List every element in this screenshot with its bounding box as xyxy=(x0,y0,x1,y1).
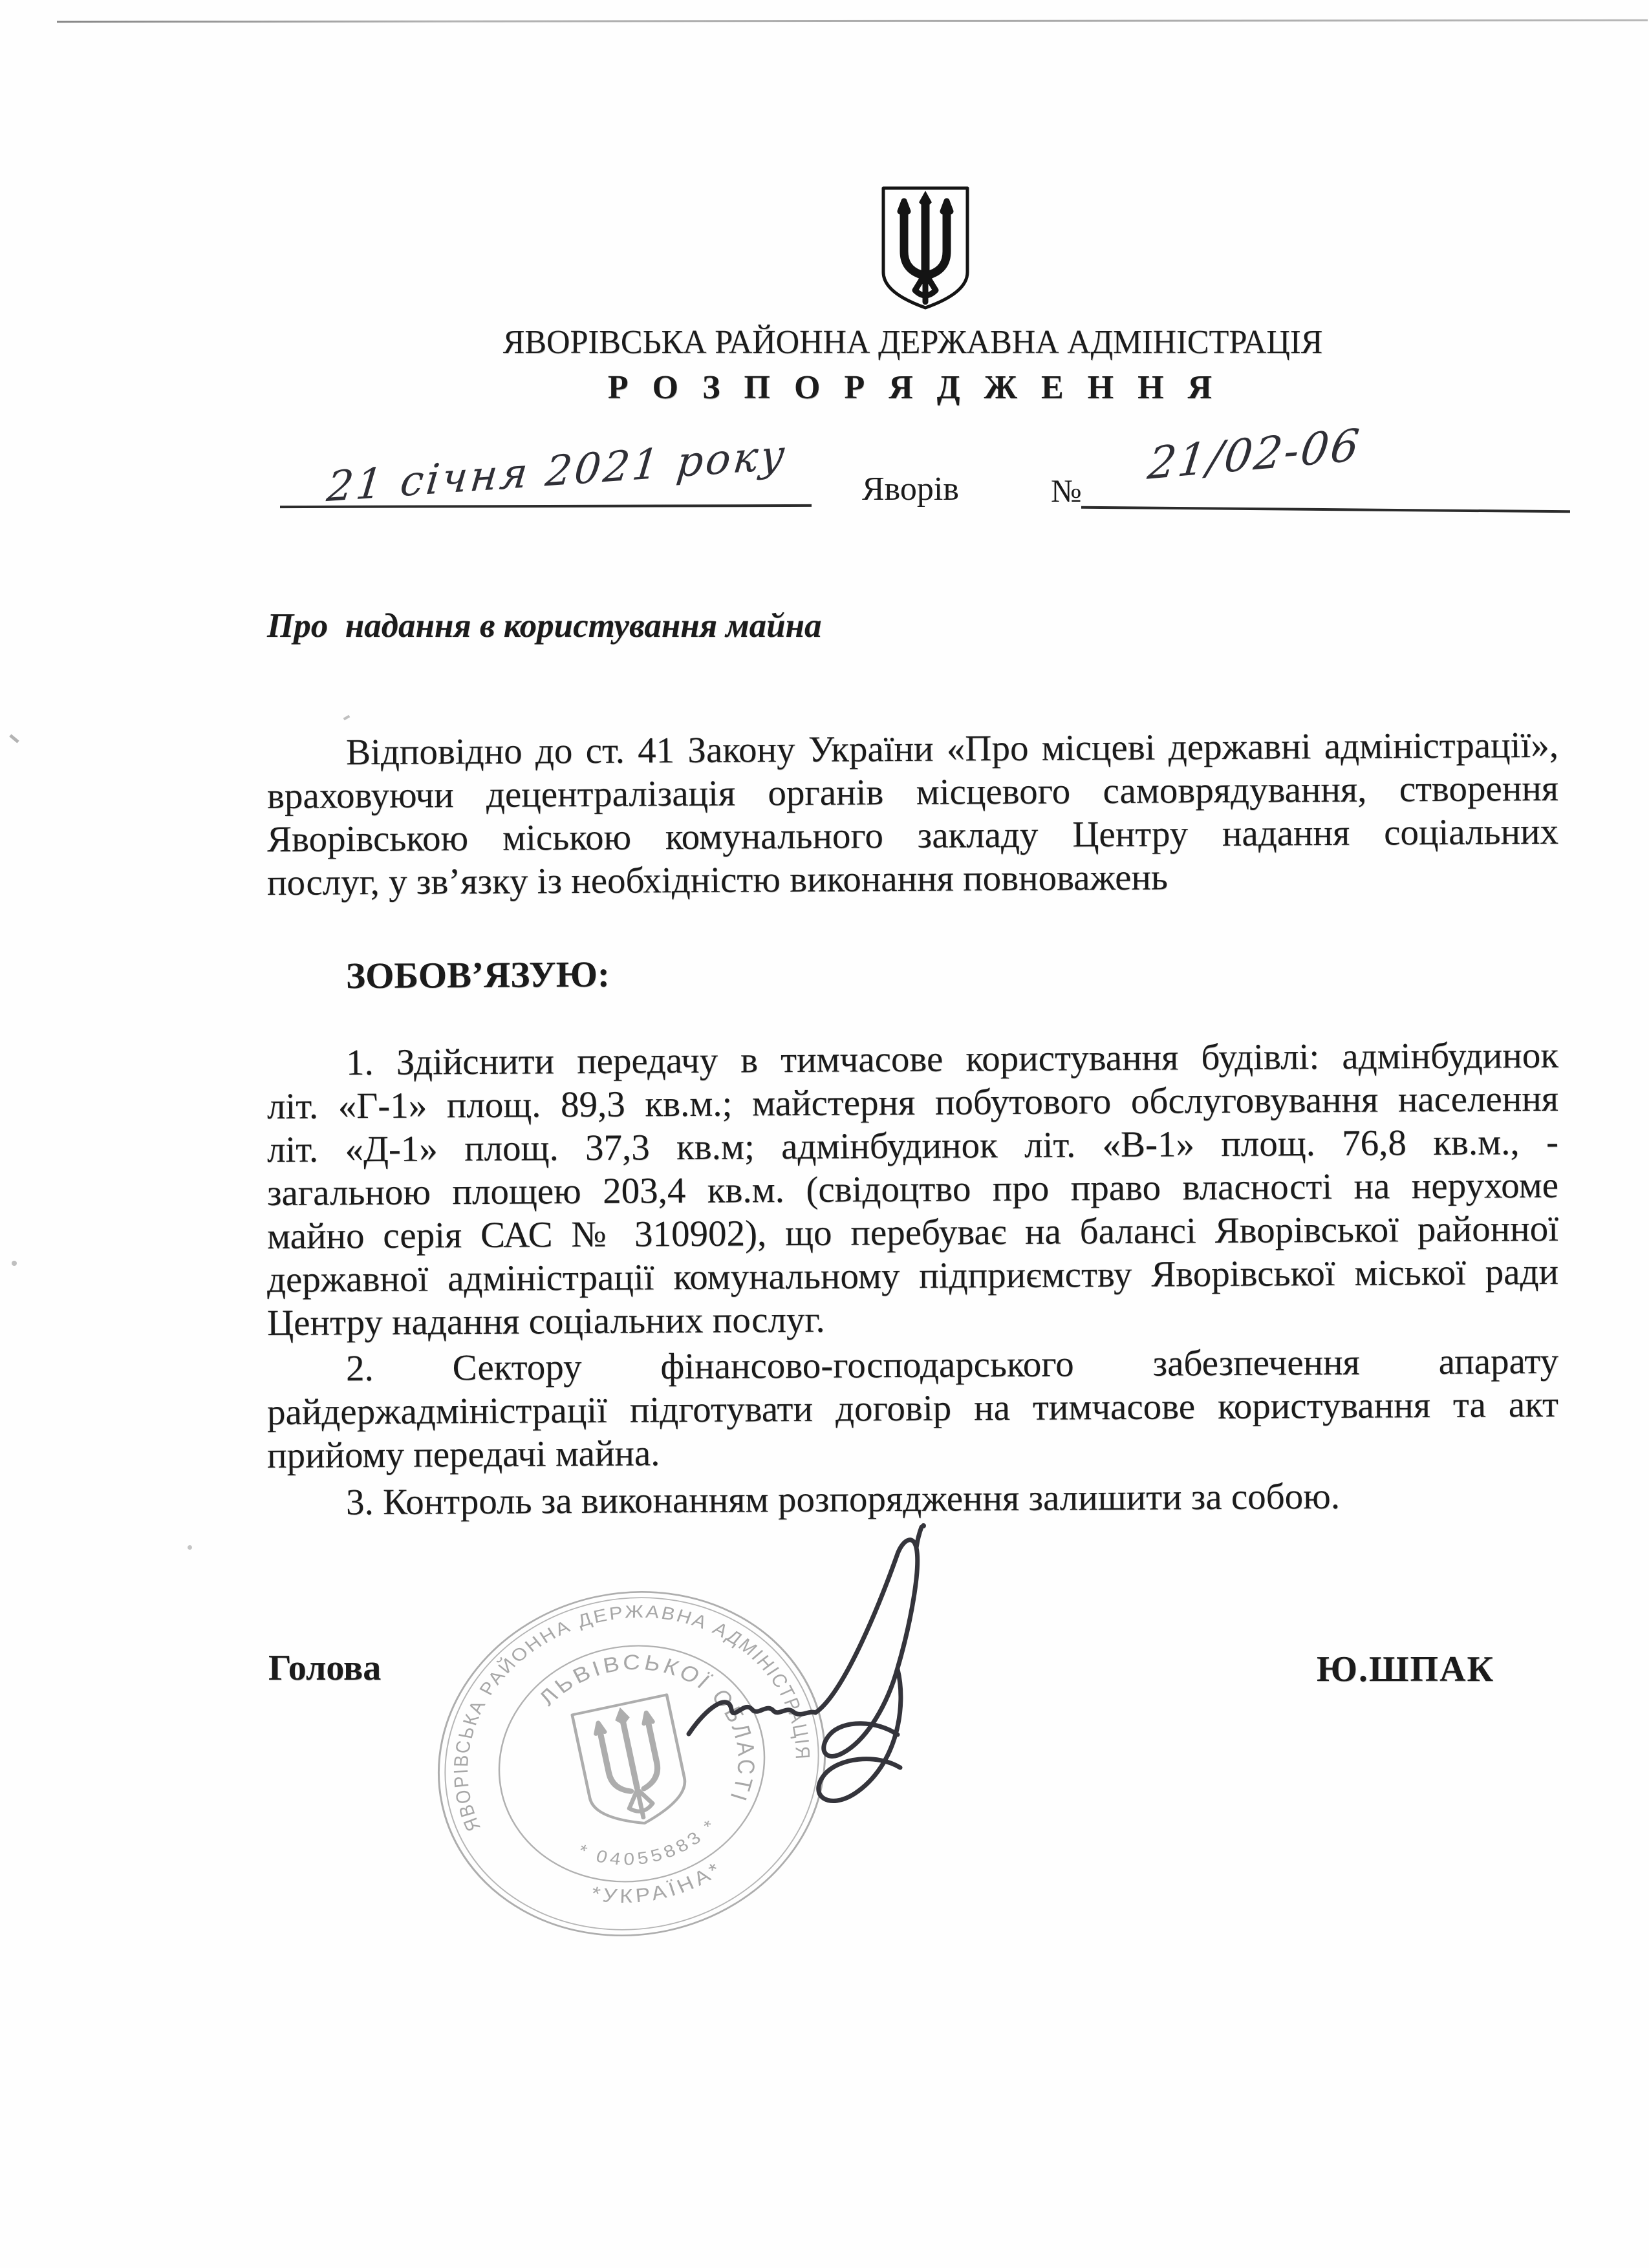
item3-line: 3. Контроль за виконанням розпорядження залишити за собою. xyxy=(345,1475,1341,1523)
intro-line: враховуючи децентралізація органів місцевого самоврядування, створення xyxy=(266,767,1559,817)
subject-line: Про надання в користування майна xyxy=(267,607,822,645)
item1-line: літ. «Д-1» площ. 37,3 кв.м; адмінбудинок літ. «В-1» площ. 76,8 кв.м., - xyxy=(266,1121,1559,1170)
item1-line: майно серія САС № 310902), що перебуває на балансі Яворівської районної xyxy=(266,1208,1559,1257)
item1-line: державної адміністрації комунальному підприємству Яворівської міської ради xyxy=(266,1251,1559,1300)
stamp-country-text: *УКРАЇНА* xyxy=(588,1856,728,1907)
item2-line: 2. Сектору фінансово-господарського забезпечення апарату xyxy=(345,1340,1559,1389)
item1-line: 1. Здійснити передачу в тимчасове користування будівлі: адмінбудинок xyxy=(345,1034,1559,1084)
pen-dot xyxy=(921,1523,926,1528)
scan-speck xyxy=(12,1261,17,1266)
signature-autograph xyxy=(669,1519,1006,1823)
stamp-outer-text: ЯВОРІВСЬКА РАЙОННА ДЕРЖАВНА АДМІНІСТРАЦІЯ xyxy=(450,1602,814,1834)
scan-speck xyxy=(188,1545,192,1550)
item1-line: Центру надання соціальних послуг. xyxy=(266,1299,825,1343)
scan-speck xyxy=(343,715,350,720)
number-sign: № xyxy=(1051,473,1082,509)
item1-line: літ. «Г-1» площ. 89,3 кв.м.; майстерня побутового обслуговування населення xyxy=(266,1078,1559,1127)
number-underline xyxy=(1081,506,1570,513)
resolve-heading: ЗОБОВ’ЯЗУЮ: xyxy=(345,954,610,997)
scan-artifact-line xyxy=(57,19,1648,23)
intro-line: послуг, у зв’язку із необхідністю виконання повноважень xyxy=(266,857,1169,903)
signatory-position-label: Голова xyxy=(268,1648,382,1688)
ukraine-trident-emblem-icon xyxy=(877,182,974,313)
intro-line: Яворівською міською комунального закладу Центру надання соціальних xyxy=(266,811,1559,860)
doc-type-title: Р О З П О Р Я Д Ж Е Н Н Я xyxy=(607,369,1218,406)
item2-line: прийому передачі майна. xyxy=(266,1433,660,1476)
date-underline xyxy=(280,504,812,508)
handwritten-date: 21 січня 2021 року xyxy=(324,431,790,512)
item2-line: райдержадміністрації підготувати договір на тимчасове користування та акт xyxy=(266,1384,1559,1433)
stamp-code-text: * 04055883 * xyxy=(574,1813,723,1869)
city-label: Яворів xyxy=(862,471,959,508)
signatory-name: Ю.ШПАК xyxy=(1317,1649,1495,1689)
scan-speck xyxy=(9,734,19,743)
item1-line: загальною площею 203,4 кв.м. (свідоцтво про право власності на нерухоме xyxy=(266,1164,1559,1214)
stamp-inner-text: ЛЬВІВСЬКОЇ ОБЛАСТІ xyxy=(534,1650,760,1806)
intro-line: Відповідно до ст. 41 Закону України «Про місцеві державні адміністрації», xyxy=(345,724,1559,773)
org-name: ЯВОРІВСЬКА РАЙОННА ДЕРЖАВНА АДМІНІСТРАЦІЯ xyxy=(502,324,1323,361)
handwritten-number: 21/02-06 xyxy=(1145,420,1364,490)
